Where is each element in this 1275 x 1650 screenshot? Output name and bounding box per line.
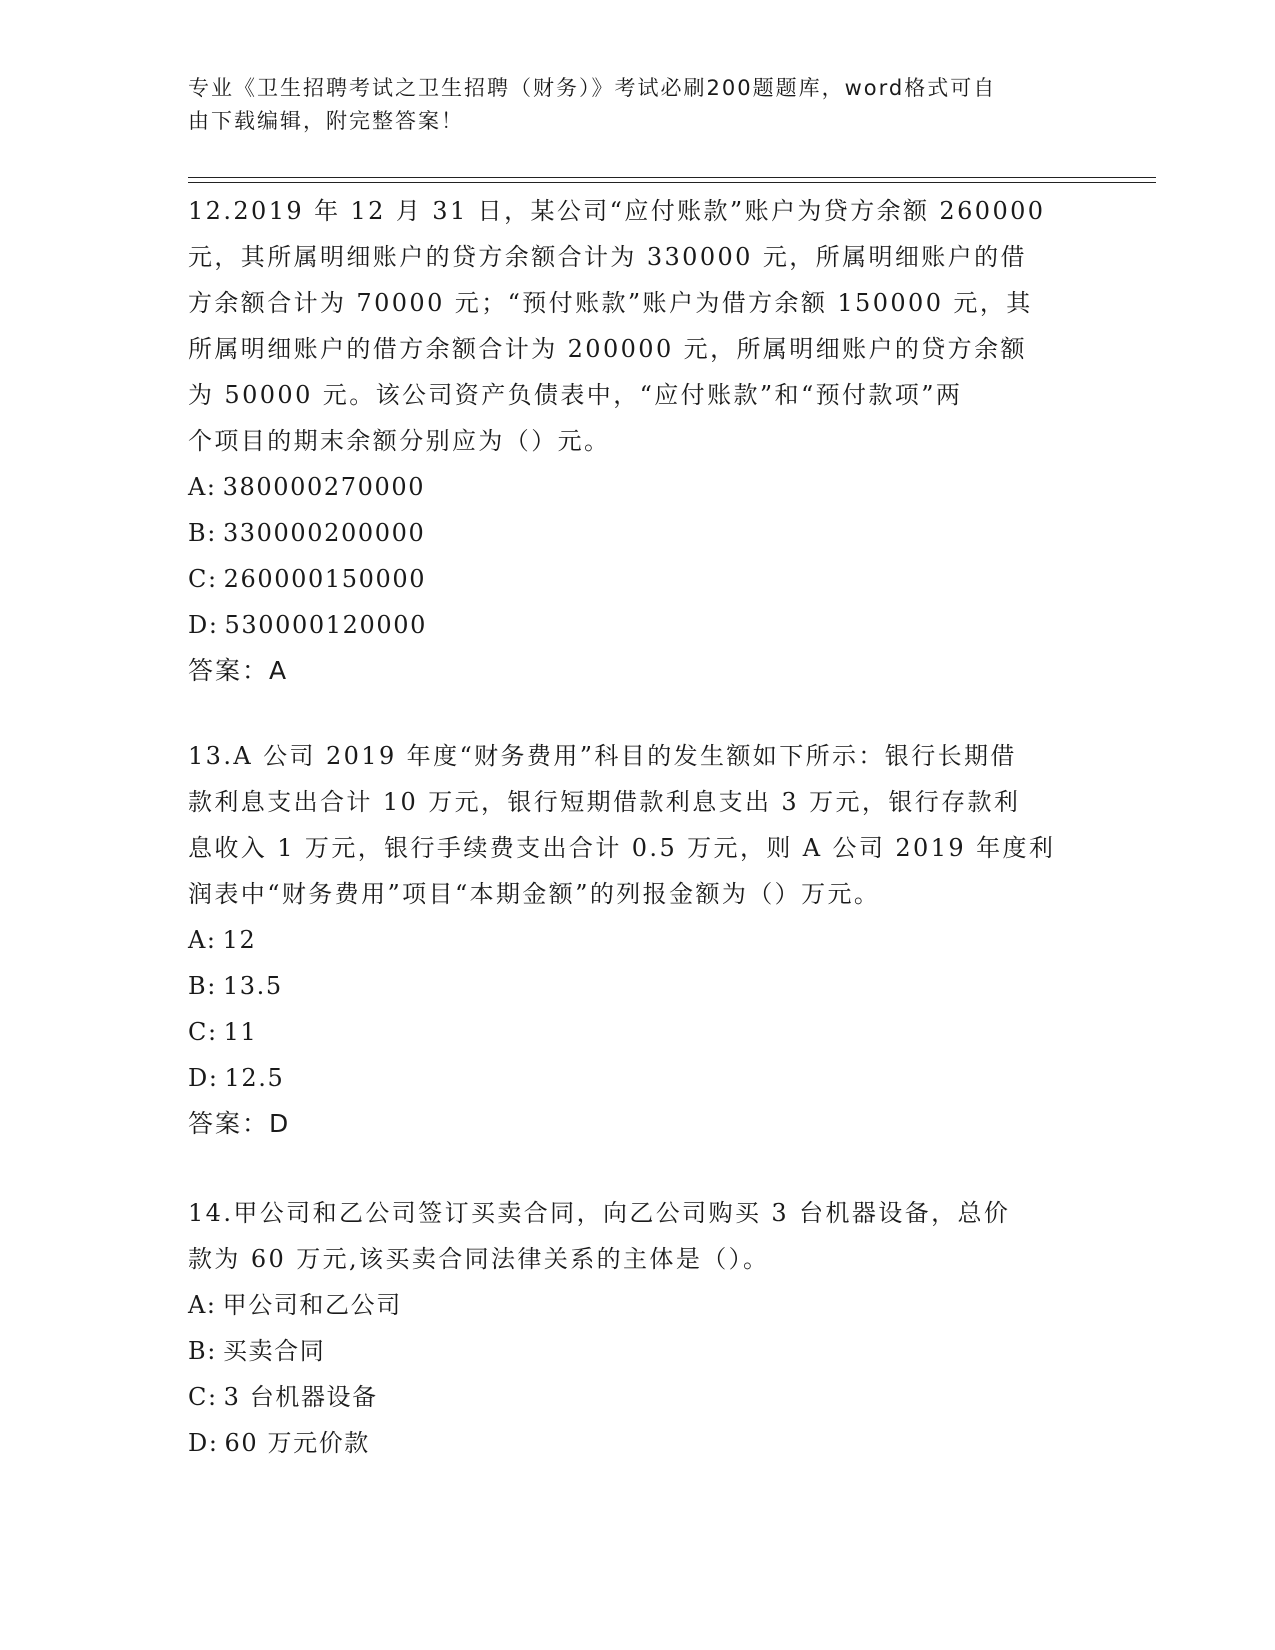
stem-line: 款为 60 万元,该买卖合同法律关系的主体是（）。 [188,1245,770,1273]
answer-label: 答案： [188,656,270,685]
answer-value: D [269,1109,291,1138]
option-key: A: [188,473,217,501]
stem-line: 元，其所属明细账户的贷方余额合计为 330000 元，所属明细账户的借 [188,243,1027,271]
answer-line [188,1101,1088,1147]
option-a [188,1282,1088,1328]
question-stem [188,1190,1088,1282]
option-key: C: [188,565,218,593]
option-text: 11 [223,1018,258,1046]
answer-value: A [269,656,289,685]
option-c [188,556,1088,602]
option-text: 12.5 [224,1064,285,1092]
stem-line: 14.甲公司和乙公司签订买卖合同，向乙公司购买 3 台机器设备，总价 [188,1199,1011,1227]
option-text: 330000200000 [222,519,426,547]
stem-line: 为 50000 元。该公司资产负债表中，“应付账款”和“预付款项”两 [188,381,963,409]
option-c [188,1374,1088,1420]
header-divider-bottom [188,182,1156,183]
option-key: A: [188,926,217,954]
option-key: C: [188,1383,218,1411]
question-14 [188,1190,1088,1466]
question-stem [188,188,1088,464]
option-key: B: [188,1337,217,1365]
option-text: 3 台机器设备 [223,1383,378,1411]
option-d [188,602,1088,648]
stem-line: 款利息支出合计 10 万元，银行短期借款利息支出 3 万元，银行存款利 [188,788,1021,816]
option-text: 13.5 [222,972,283,1000]
option-text: 530000120000 [224,611,427,639]
answer-label: 答案： [188,1109,270,1138]
question-13 [188,733,1088,1147]
option-text: 60 万元价款 [224,1429,370,1457]
stem-line: 润表中“财务费用”项目“本期金额”的列报金额为（）万元。 [188,880,881,908]
stem-line: 12.2019 年 12 月 31 日，某公司“应付账款”账户为贷方余额 260000 [188,197,1046,225]
question-12 [188,188,1088,694]
option-b [188,963,1088,1009]
option-key: B: [188,519,217,547]
option-c [188,1009,1088,1055]
answer-line [188,648,1088,694]
option-text: 12 [222,926,257,954]
option-key: B: [188,972,217,1000]
stem-line: 息收入 1 万元，银行手续费支出合计 0.5 万元，则 A 公司 2019 年度利 [188,834,1056,862]
option-key: D: [188,1064,219,1092]
option-key: D: [188,1429,219,1457]
option-key: A: [188,1291,217,1319]
option-d [188,1420,1088,1466]
option-b [188,510,1088,556]
option-a [188,464,1088,510]
stem-line: 13.A 公司 2019 年度“财务费用”科目的发生额如下所示：银行长期借 [188,742,1017,770]
option-text: 260000150000 [223,565,427,593]
option-a [188,917,1088,963]
option-text: 甲公司和乙公司 [222,1291,402,1319]
option-key: C: [188,1018,218,1046]
option-text: 买卖合同 [222,1337,326,1365]
option-text: 380000270000 [222,473,426,501]
header-line-1: 专业《卫生招聘考试之卫生招聘（财务）》考试必刷200题题库，word格式可自 [188,76,997,100]
header-divider-top [188,177,1156,178]
document-header [188,72,1068,138]
header-line-2: 由下载编辑，附完整答案！ [188,109,464,133]
question-stem [188,733,1088,917]
option-b [188,1328,1088,1374]
stem-line: 所属明细账户的借方余额合计为 200000 元，所属明细账户的贷方余额 [188,335,1027,363]
stem-line: 个项目的期末余额分别应为（）元。 [188,427,611,455]
stem-line: 方余额合计为 70000 元；“预付账款”账户为借方余额 150000 元，其 [188,289,1033,317]
option-d [188,1055,1088,1101]
option-key: D: [188,611,219,639]
